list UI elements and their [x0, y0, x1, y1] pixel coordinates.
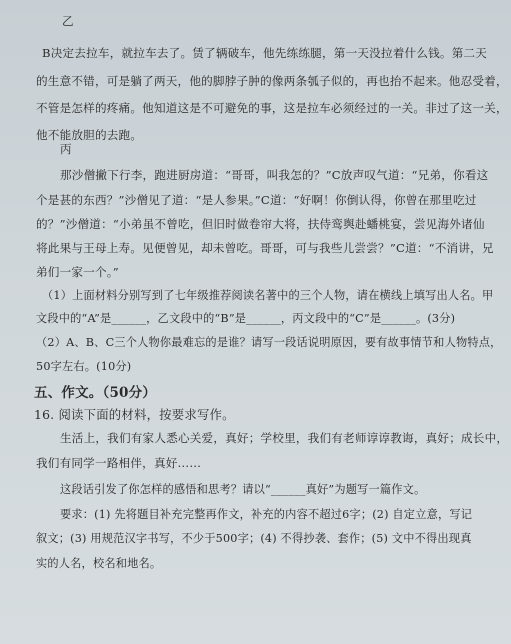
q16-prompt: 16. 阅读下面的材料，按要求写作。 [34, 407, 235, 422]
passage-yi-line: 不管是怎样的疼痛。他知道这是不可避免的事，这是拉车必须经过的一关。非过了这一关， [36, 101, 508, 115]
section-title: 五、作文。（50分） [34, 385, 157, 401]
question-1-line: 文段中的“A”是______，乙文段中的“B”是______，丙文段中的“C”是______。(3分) [36, 312, 456, 325]
passage-bing-line: 的？”沙僧道：“小弟虽不曾吃，但旧时做卷帘大将，扶侍鸾舆赴蟠桃宴，尝见海外诸仙 [36, 217, 485, 231]
passage-yi-line: 的生意不错，可是躺了两天，他的脚脖子肿的像两条瓠子似的，再也抬不起来。他忍受着， [36, 74, 508, 88]
question-2-line: （2）A、B、C三个人物你最难忘的是谁？请写一段话说明原因，要有故事情节和人物特点， [36, 336, 502, 349]
passage-bing-line: 弟们一家一个。” [36, 265, 119, 279]
passage-bing-line: 那沙僧撇下行李，跑进厨房道：“哥哥，叫我怎的？”C放声叹气道：“兄弟，你看这 [60, 168, 489, 182]
q16-material-line: 我们有同学一路相伴，真好…… [36, 456, 202, 470]
passage-yi-line: B决定去拉车，就拉车去了。赁了辆破车，他先练练腿，第一天没拉着什么钱。第二天 [42, 46, 488, 60]
passage-bing-line: 个是甚的东西？”沙僧见了道：“是人参果。”C道：“好啊！你倒认得，你曾在那里吃过 [36, 193, 477, 207]
q16-requirement-line: 实的人名，校名和地名。 [36, 557, 162, 570]
question-2-line: 50字左右。(10分) [36, 360, 132, 373]
passage-yi-heading: 乙 [62, 14, 74, 28]
q16-requirement-line: 叙文；(3) 用规范汉字书写，不少于500字；(4) 不得抄袭、套作；(5) 文中不得出现真 [36, 532, 472, 545]
passage-bing-line: 将此果与王母上寿。见便曾见，却未曾吃。哥哥，可与我些儿尝尝？”C道：“不消讲，兄 [36, 241, 494, 255]
q16-material-line: 生活上，我们有家人悉心关爱，真好；学校里，我们有老师谆谆教诲，真好；成长中， [60, 431, 509, 445]
q16-requirement-line: 要求：(1) 先将题目补充完整再作文，补充的内容不超过6字；(2) 自定立意，写记 [60, 508, 473, 521]
passage-bing-heading: 丙 [60, 142, 72, 156]
passage-yi-line: 他不能放胆的去跑。 [36, 128, 143, 142]
q16-task: 这段话引发了你怎样的感悟和思考？请以“______真好”为题写一篇作文。 [60, 483, 426, 496]
question-1-line: （1）上面材料分别写到了七年级推荐阅读名著中的三个人物，请在横线上填写出人名。甲 [42, 289, 494, 302]
